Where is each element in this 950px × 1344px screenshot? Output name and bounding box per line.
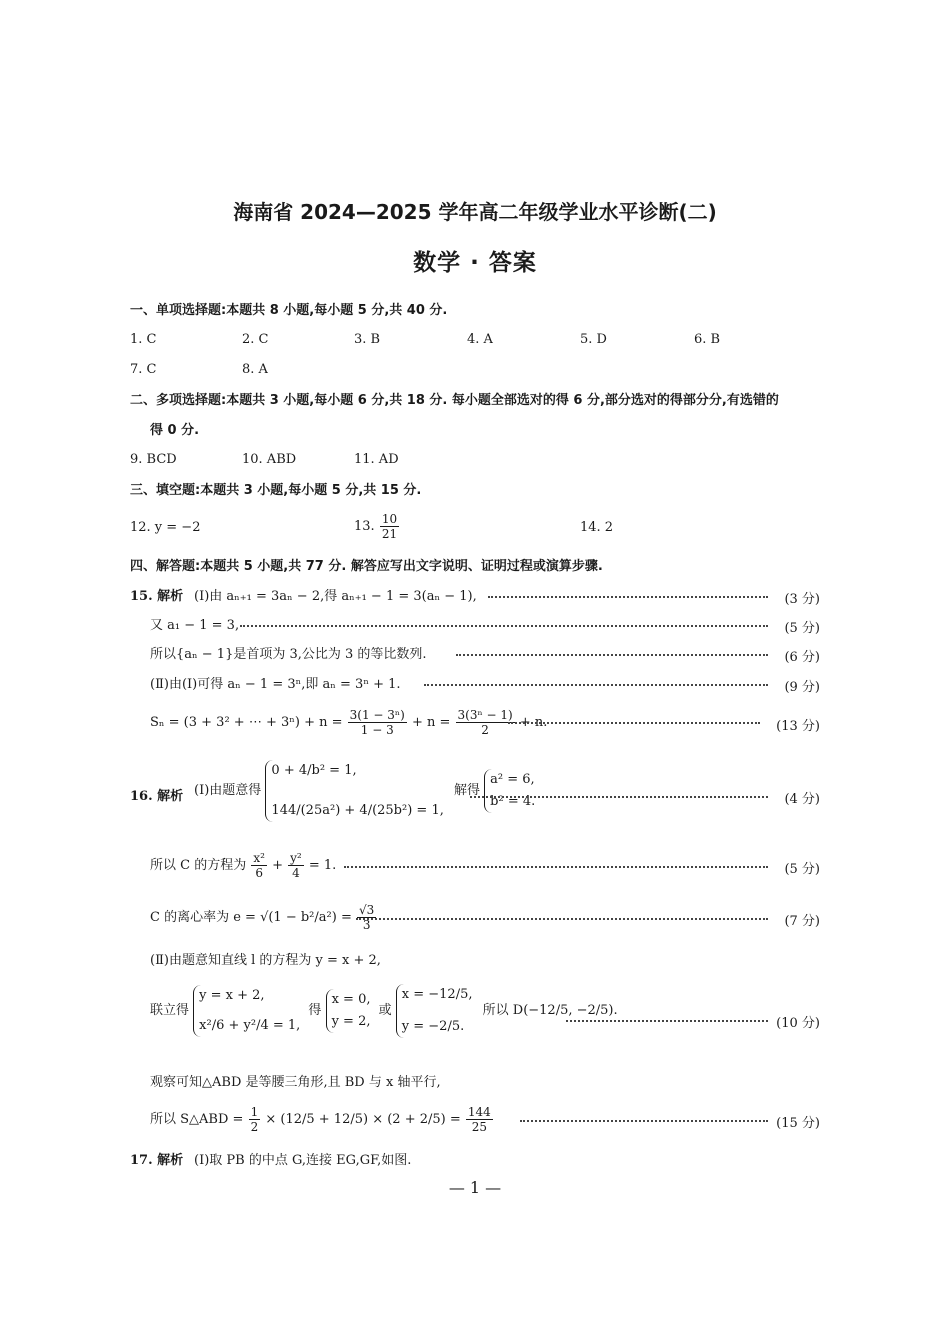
section2-heading-cont: 得 0 分. — [150, 423, 200, 438]
q16-line2: 所以 C 的方程为 $\frac{\text{x²}}{6}$ + $\frac{\text{y²}}{4}$ = 1. — [150, 851, 337, 880]
q16-score3: (7 分) — [784, 914, 820, 929]
q15-leader4 — [424, 684, 768, 686]
document-subtitle: 数学 · 答案 — [413, 250, 537, 276]
section1-heading: 一、单项选择题:本题共 8 小题,每小题 5 分,共 40 分. — [130, 303, 448, 318]
q16-line6: 观察可知△ABD 是等腰三角形,且 BD 与 x 轴平行, — [150, 1075, 441, 1090]
q16-label: 16. 解析 — [130, 789, 184, 804]
q15-score2: (5 分) — [784, 621, 820, 636]
answer-1: 1. C — [130, 332, 157, 347]
q16-line5: 联立得 y = x + 2, x²/6 + y²/4 = 1, 得 x = 0, y = 2, 或 x = −12/5, y = −2/5. 所以 D(−12/5, −2/5). — [150, 984, 618, 1038]
q16-score7: (15 分) — [776, 1116, 820, 1131]
q16-score2: (5 分) — [784, 862, 820, 877]
document-title: 海南省 2024—2025 学年高二年级学业水平诊断(二) — [233, 200, 717, 224]
answer-10: 10. ABD — [242, 452, 297, 467]
answer-9: 9. BCD — [130, 452, 177, 467]
q16-solution1: x = 0, y = 2, — [326, 989, 371, 1033]
q15-line1: (Ⅰ)由 aₙ₊₁ = 3aₙ − 2,得 aₙ₊₁ − 1 = 3(aₙ − 1), — [194, 589, 477, 604]
q15-leader5 — [508, 722, 760, 724]
answer-3: 3. B — [354, 332, 381, 347]
q16-leader2 — [344, 866, 768, 868]
answer-6: 6. B — [694, 332, 721, 347]
answer-8: 8. A — [242, 362, 268, 377]
q16-line7: 所以 S△ABD = $\frac{1}{2}$ × (12/5 + 12/5) × (2 + 2/5) = $\frac{144}{25}$ — [150, 1105, 491, 1134]
section3-heading: 三、填空题:本题共 3 小题,每小题 5 分,共 15 分. — [130, 483, 422, 498]
answer-12: 12. y = −2 — [130, 520, 201, 535]
answer-7: 7. C — [130, 362, 157, 377]
answer-2: 2. C — [242, 332, 269, 347]
q15-score5: (13 分) — [776, 719, 820, 734]
answer-5: 5. D — [580, 332, 607, 347]
q15-line2: 又 a₁ − 1 = 3, — [150, 618, 240, 633]
q16-leader3 — [356, 918, 768, 920]
q16-score1: (4 分) — [784, 792, 820, 807]
q16-leader1 — [470, 796, 768, 798]
q16-line1: (Ⅰ)由题意得 0 + 4/b² = 1, 144/(25a²) + 4/(25b²) = 1, 解得 a² = 6, b² = 4. — [194, 760, 535, 822]
q15-label: 15. 解析 — [130, 589, 184, 604]
answer-13: 13. $\frac{10}{21}$ — [354, 512, 398, 541]
page-number: — 1 — — [448, 1178, 502, 1197]
section2-heading: 二、多项选择题:本题共 3 小题,每小题 6 分,共 18 分. 每小题全部选对的得 6 分,部分选对的得部分分,有选错的 — [130, 393, 779, 408]
q16-system2: y = x + 2, x²/6 + y²/4 = 1, — [193, 985, 300, 1037]
q15-line5: Sₙ = (3 + 3² + ⋯ + 3ⁿ) + n = $\frac{\text{3(1 − 3ⁿ)}}{1 - 3}$ + n = $\frac{\text{3(3ⁿ − 1)}}{2}$ + n. — [150, 708, 548, 737]
answer-4: 4. A — [467, 332, 493, 347]
q16-line4: (Ⅱ)由题意知直线 l 的方程为 y = x + 2, — [150, 953, 381, 968]
q15-leader3 — [456, 654, 768, 656]
answer-14: 14. 2 — [580, 520, 614, 535]
q16-result1: a² = 6, b² = 4. — [484, 769, 535, 813]
q17-line1: (Ⅰ)取 PB 的中点 G,连接 EG,GF,如图. — [194, 1153, 412, 1168]
q16-line3: C 的离心率为 e = √(1 − b²/a²) = $\frac{√3}{3}$ — [150, 903, 375, 932]
q15-leader2 — [240, 625, 768, 627]
q16-leader7 — [520, 1120, 768, 1122]
answer-11: 11. AD — [354, 452, 399, 467]
q15-score3: (6 分) — [784, 650, 820, 665]
q15-score4: (9 分) — [784, 680, 820, 695]
q16-system1: 0 + 4/b² = 1, 144/(25a²) + 4/(25b²) = 1, — [265, 760, 443, 822]
q15-score1: (3 分) — [784, 592, 820, 607]
section4-heading: 四、解答题:本题共 5 小题,共 77 分. 解答应写出文字说明、证明过程或演算步骤. — [130, 559, 603, 574]
q15-line3: 所以{aₙ − 1}是首项为 3,公比为 3 的等比数列. — [150, 647, 427, 662]
answer-13-fraction: $\frac{10}{21}$ — [381, 512, 398, 541]
q16-leader5 — [566, 1020, 768, 1022]
q15-line4: (Ⅱ)由(Ⅰ)可得 aₙ − 1 = 3ⁿ,即 aₙ = 3ⁿ + 1. — [150, 677, 401, 692]
q17-label: 17. 解析 — [130, 1153, 184, 1168]
q16-solution2: x = −12/5, y = −2/5. — [396, 984, 473, 1038]
q16-score5: (10 分) — [776, 1016, 820, 1031]
q15-leader1 — [488, 596, 768, 598]
